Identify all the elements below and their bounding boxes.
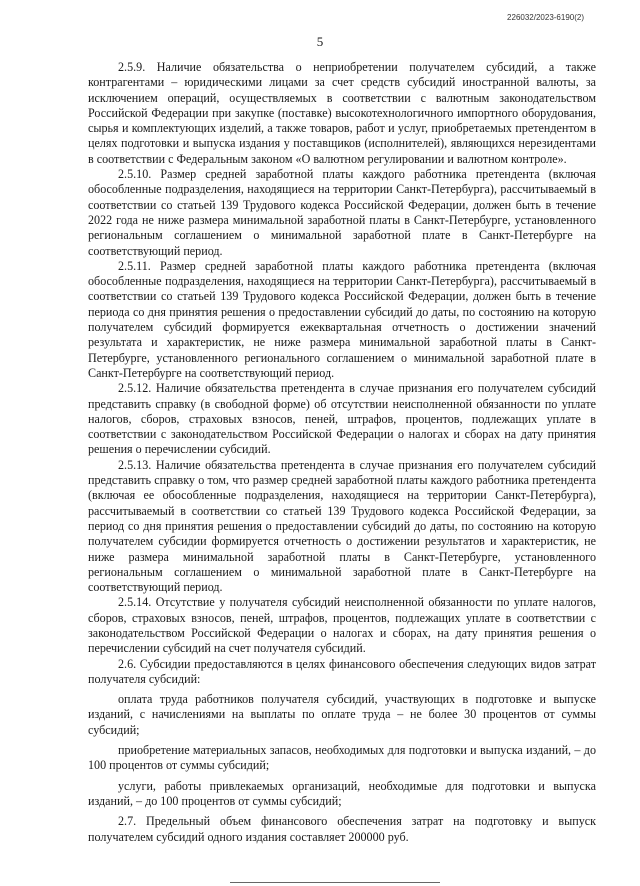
list-item-materials: приобретение материальных запасов, необходимых для подготовки и выпуска изданий, – до 100 процентов от суммы субсидий; <box>88 743 596 773</box>
document-registration-number: 226032/2023-6190(2) <box>507 13 584 22</box>
paragraph-2-5-13: 2.5.13. Наличие обязательства претендента в случае признания его получателем субсидий представить справку о том, что размер средней заработной платы каждого работника претендента (включая ее обособленные подразделения, находящиеся на территории Санкт-Петербурга), рассчитываемый в соответствии со статьей 139 Трудового кодекса Российской Федерации, за период со дня принятия решения о предоставлении субсидий до даты, по состоянию на которую получателем субсидии формируется отчетность о достижении результатов и характеристик, не ниже размера минимальной заработной платы в Санкт-Петербурге, установленного региональным соглашением о минимальной заработной плате в Санкт-Петербурге на соответствующий период. <box>88 457 596 595</box>
bottom-edge-line <box>230 882 440 883</box>
paragraph-2-7: 2.7. Предельный объем финансового обеспечения затрат на подготовку и выпуск получателем субсидий одного издания составляет 200000 руб. <box>88 814 596 844</box>
paragraph-2-5-14: 2.5.14. Отсутствие у получателя субсидий неисполненной обязанности по уплате налогов, сборов, страховых взносов, пеней, штрафов, процентов, подлежащих уплате в соответствии с законодательством Российской Федерации о налогах и сборах, на дату принятия решения о перечислении субсидий на счет получателя субсидий. <box>88 595 596 656</box>
paragraph-2-5-12: 2.5.12. Наличие обязательства претендента в случае признания его получателем субсидий представить справку (в свободной форме) об отсутствии неисполненной обязанности по уплате налогов, сборов, страховых взносов, пеней, штрафов, процентов, подлежащих уплате в соответствии с законодательством Российской Федерации о налогах и сборах на дату принятия решения о перечислении субсидий. <box>88 381 596 457</box>
list-item-services: услуги, работы привлекаемых организаций, необходимые для подготовки и выпуска изданий, – до 100 процентов от суммы субсидий; <box>88 778 596 808</box>
paragraph-2-5-9: 2.5.9. Наличие обязательства о неприобретении получателем субсидий, а также контрагентами – юридическими лицами за счет средств субсидий иностранной валюты, за исключением операций, осуществляемых в соответствии с валютным законодательством Российской Федерации при закупке (поставке) высокотехнологичного импортного оборудования, сырья и комплектующих изделий, а также товаров, работ и услуг, приобретаемых претендентом в целях подготовки и выпуска издания у поставщиков (исполнителей), являющихся нерезидентами в соответствии с Федеральным законом «О валютном регулировании и валютном контроле». <box>88 60 596 166</box>
list-item-labor-costs: оплата труда работников получателя субсидий, участвующих в подготовке и выпуске изданий, с начислениями на выплаты по оплате труда – не более 30 процентов от суммы субсидий; <box>88 692 596 737</box>
paragraph-2-5-11: 2.5.11. Размер средней заработной платы каждого работника претендента (включая обособленные подразделения, находящиеся на территории Санкт-Петербурга), рассчитываемый в соответствии со статьей 139 Трудового кодекса Российской Федерации, должен быть в течение периода со дня принятия решения о предоставлении субсидий до даты, по состоянию на которую получателем субсидий формируется ежеквартальная отчетность о достижении значений результата и характеристик, не ниже размера минимальной заработной платы в Санкт-Петербурге, установленного регионального соглашением о минимальной заработной плате в Санкт-Петербурге на соответствующий период. <box>88 258 596 380</box>
page-number: 5 <box>316 34 324 49</box>
document-body <box>88 60 596 845</box>
paragraph-2-6: 2.6. Субсидии предоставляются в целях финансового обеспечения следующих видов затрат получателя субсидий: <box>88 656 596 686</box>
paragraph-2-5-10: 2.5.10. Размер средней заработной платы каждого работника претендента (включая обособленные подразделения, находящиеся на территории Санкт-Петербурга), рассчитываемый в соответствии со статьей 139 Трудового кодекса Российской Федерации, должен быть в течение 2022 года не ниже размера минимальной заработной платы в Санкт-Петербурге, установленного региональным соглашением о минимальной заработной плате в Санкт-Петербурге на соответствующий период. <box>88 167 596 258</box>
